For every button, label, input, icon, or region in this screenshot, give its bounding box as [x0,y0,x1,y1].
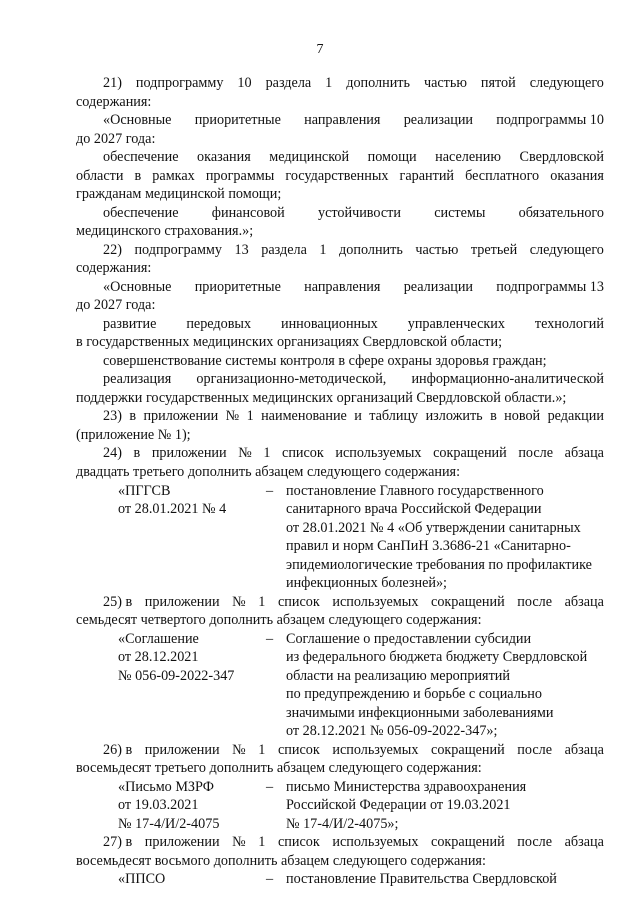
word: подпрограммы 10 [496,112,604,128]
word: 23) [103,408,122,424]
text-line [103,241,604,260]
word: в [490,408,497,424]
word: абзаца [564,445,604,461]
abbr-dash: – [266,779,274,795]
text-line: поддержки государственных медицинских организаций Свердловской области.»; [76,390,567,406]
text-line [103,833,604,852]
word: медицинской [269,149,350,165]
word: сокращений [431,594,505,610]
word: приоритетные [194,112,281,128]
word: таблицу [369,408,419,424]
abbr-definition: от 28.01.2021 № 4 «Об утверждении санитарных [286,520,581,536]
word: 22) [103,242,122,258]
text-line: до 2027 года: [76,297,156,313]
abbr-definition: № 17-4/И/2-4075»; [286,816,399,832]
text-line: содержания: [76,260,152,276]
text-line [103,315,604,334]
word: технологий [534,316,604,332]
abbr-definition: постановление Главного государственного [286,483,544,499]
abbr-term: «ПГГСВ [118,483,171,499]
word: 1 [258,834,266,850]
text-line [103,111,604,130]
abbr-definition: инфекционных болезней»; [286,575,448,591]
word: пятой [480,75,516,91]
word: гарантий [399,168,455,184]
word: обеспечение [103,205,179,221]
word: 1 [258,742,266,758]
word: обеспечение [103,149,179,165]
word: обязательного [518,205,604,221]
abbr-definition: по предупреждению и борьбе с социально [286,686,542,702]
word: изложить [425,408,483,424]
word: «Основные [103,112,172,128]
text-line: восемьдесят третьего дополнить абзацем следующего содержания: [76,760,482,776]
word: 1 [263,445,271,461]
word: передовых [186,316,252,332]
text-line [76,167,604,186]
abbr-term: «Соглашение [118,631,199,647]
word: № [232,594,246,610]
abbr-definition: постановление Правительства Свердловской [286,871,557,887]
text-line: двадцать третьего дополнить абзацем следующего содержания: [76,464,461,480]
word: следующего [529,242,604,258]
text-line [103,278,604,297]
word: приоритетные [194,279,281,295]
word: 26) в [103,742,133,758]
text-line [103,741,604,760]
word: после [518,445,554,461]
word: управленческих [407,316,505,332]
abbr-dash: – [266,871,274,887]
word: развитие [103,316,157,332]
abbr-definition: от 28.12.2021 № 056-09-2022-347»; [286,723,498,739]
word: в [133,445,141,461]
word: список [277,594,320,610]
word: 1 [319,242,327,258]
word: № [232,742,246,758]
word: наименование [261,408,347,424]
text-line [103,148,604,167]
abbr-term: от 19.03.2021 [118,797,199,813]
page-number: 7 [316,42,324,57]
word: после [517,594,553,610]
word: Свердловской [519,149,604,165]
abbr-definition: письмо Министерства здравоохранения [286,779,527,795]
word: оказания [550,168,604,184]
word: абзаца [564,742,604,758]
abbr-term: от 28.12.2021 [118,649,199,665]
text-line: содержания: [76,94,152,110]
word: 10 [237,75,252,91]
word: рамках [152,168,195,184]
word: 25) в [103,594,133,610]
text-line: семьдесят четвертого дополнить абзацем следующего содержания: [76,612,482,628]
word: «Основные [103,279,172,295]
word: список [282,445,324,461]
word: сокращений [431,742,505,758]
word: финансовой [211,205,285,221]
word: приложении [151,445,227,461]
text-line [103,407,604,426]
word: 24) [103,445,122,461]
word: абзаца [564,834,604,850]
word: в [129,408,137,424]
word: № [232,834,246,850]
word: 1 [246,408,254,424]
word: инновационных [281,316,378,332]
word: следующего [529,75,604,91]
text-line [103,444,604,463]
text-line [103,593,604,612]
word: раздела [261,242,307,258]
abbr-definition: санитарного врача Российской Федерации [286,501,542,517]
word: бесплатного [465,168,540,184]
word: 1 [325,75,333,91]
abbr-definition: Российской Федерации от 19.03.2021 [286,797,511,813]
word: реализации [403,112,474,128]
abbr-definition: Соглашение о предоставлении субсидии [286,631,532,647]
text-line: медицинского страхования.»; [76,223,254,239]
word: после [517,834,553,850]
word: подпрограмму [134,242,222,258]
word: используемых [335,445,422,461]
word: организационно-методической, [196,371,387,387]
word: и [354,408,362,424]
text-line: (приложение № 1); [76,427,191,443]
word: в [134,168,142,184]
word: редакции [547,408,604,424]
text-line: совершенствование системы контроля в сфере охраны здоровья граждан; [103,353,547,369]
text-line [103,370,604,389]
abbr-definition: из федерального бюджета бюджету Свердловской [286,649,588,665]
word: абзаца [564,594,604,610]
text-line: гражданам медицинской помощи; [76,186,282,202]
word: направления [304,279,381,295]
word: приложении [144,594,220,610]
word: новой [504,408,541,424]
word: приложении [144,834,220,850]
abbr-dash: – [266,483,274,499]
word: частью [415,242,459,258]
word: дополнить [339,242,403,258]
word: реализации [403,279,474,295]
word: устойчивости [317,205,401,221]
word: направления [304,112,381,128]
word: реализация [103,371,172,387]
text-line [103,74,604,93]
abbr-term: от 28.01.2021 № 4 [118,501,227,517]
word: оказания [197,149,251,165]
word: третьей [470,242,518,258]
word: населению [435,149,501,165]
text-line: в государственных медицинских организациях Свердловской области; [76,334,503,350]
word: подпрограмму [135,75,224,91]
word: области [76,168,124,184]
word: информационно-аналитической [411,371,604,387]
word: государственных [285,168,389,184]
word: системы [434,205,486,221]
word: 13 [234,242,249,258]
word: № [225,408,240,424]
word: частью [423,75,467,91]
word: используемых [332,834,419,850]
word: список [277,834,320,850]
word: 1 [258,594,266,610]
word: помощи [367,149,417,165]
abbr-dash: – [266,631,274,647]
word: раздела [265,75,312,91]
word: используемых [332,742,419,758]
word: используемых [332,594,419,610]
text-line [103,204,604,223]
word: сокращений [431,834,505,850]
abbr-definition: области на реализацию мероприятий [286,668,510,684]
word: приложении [144,742,220,758]
word: подпрограммы 13 [496,279,604,295]
word: 21) [103,75,122,91]
text-line: до 2027 года: [76,131,156,147]
word: 27) в [103,834,133,850]
text-line: восемьдесят восьмого дополнить абзацем следующего содержания: [76,853,486,869]
abbr-term: № 17-4/И/2-4075 [118,816,220,832]
abbr-term: «Письмо МЗРФ [118,779,214,795]
word: дополнить [346,75,410,91]
word: программы [205,168,275,184]
word: после [517,742,553,758]
word: сокращений [433,445,507,461]
word: список [277,742,320,758]
abbr-definition: эпидемиологические требования по профилактике [286,557,592,573]
word: приложении [143,408,219,424]
abbr-definition: значимыми инфекционными заболеваниями [286,705,554,721]
abbr-term: «ППСО [118,871,166,887]
word: № [238,445,252,461]
abbr-definition: правил и норм СанПиН 3.3686-21 «Санитарно- [286,538,571,554]
abbr-term: № 056-09-2022-347 [118,668,235,684]
